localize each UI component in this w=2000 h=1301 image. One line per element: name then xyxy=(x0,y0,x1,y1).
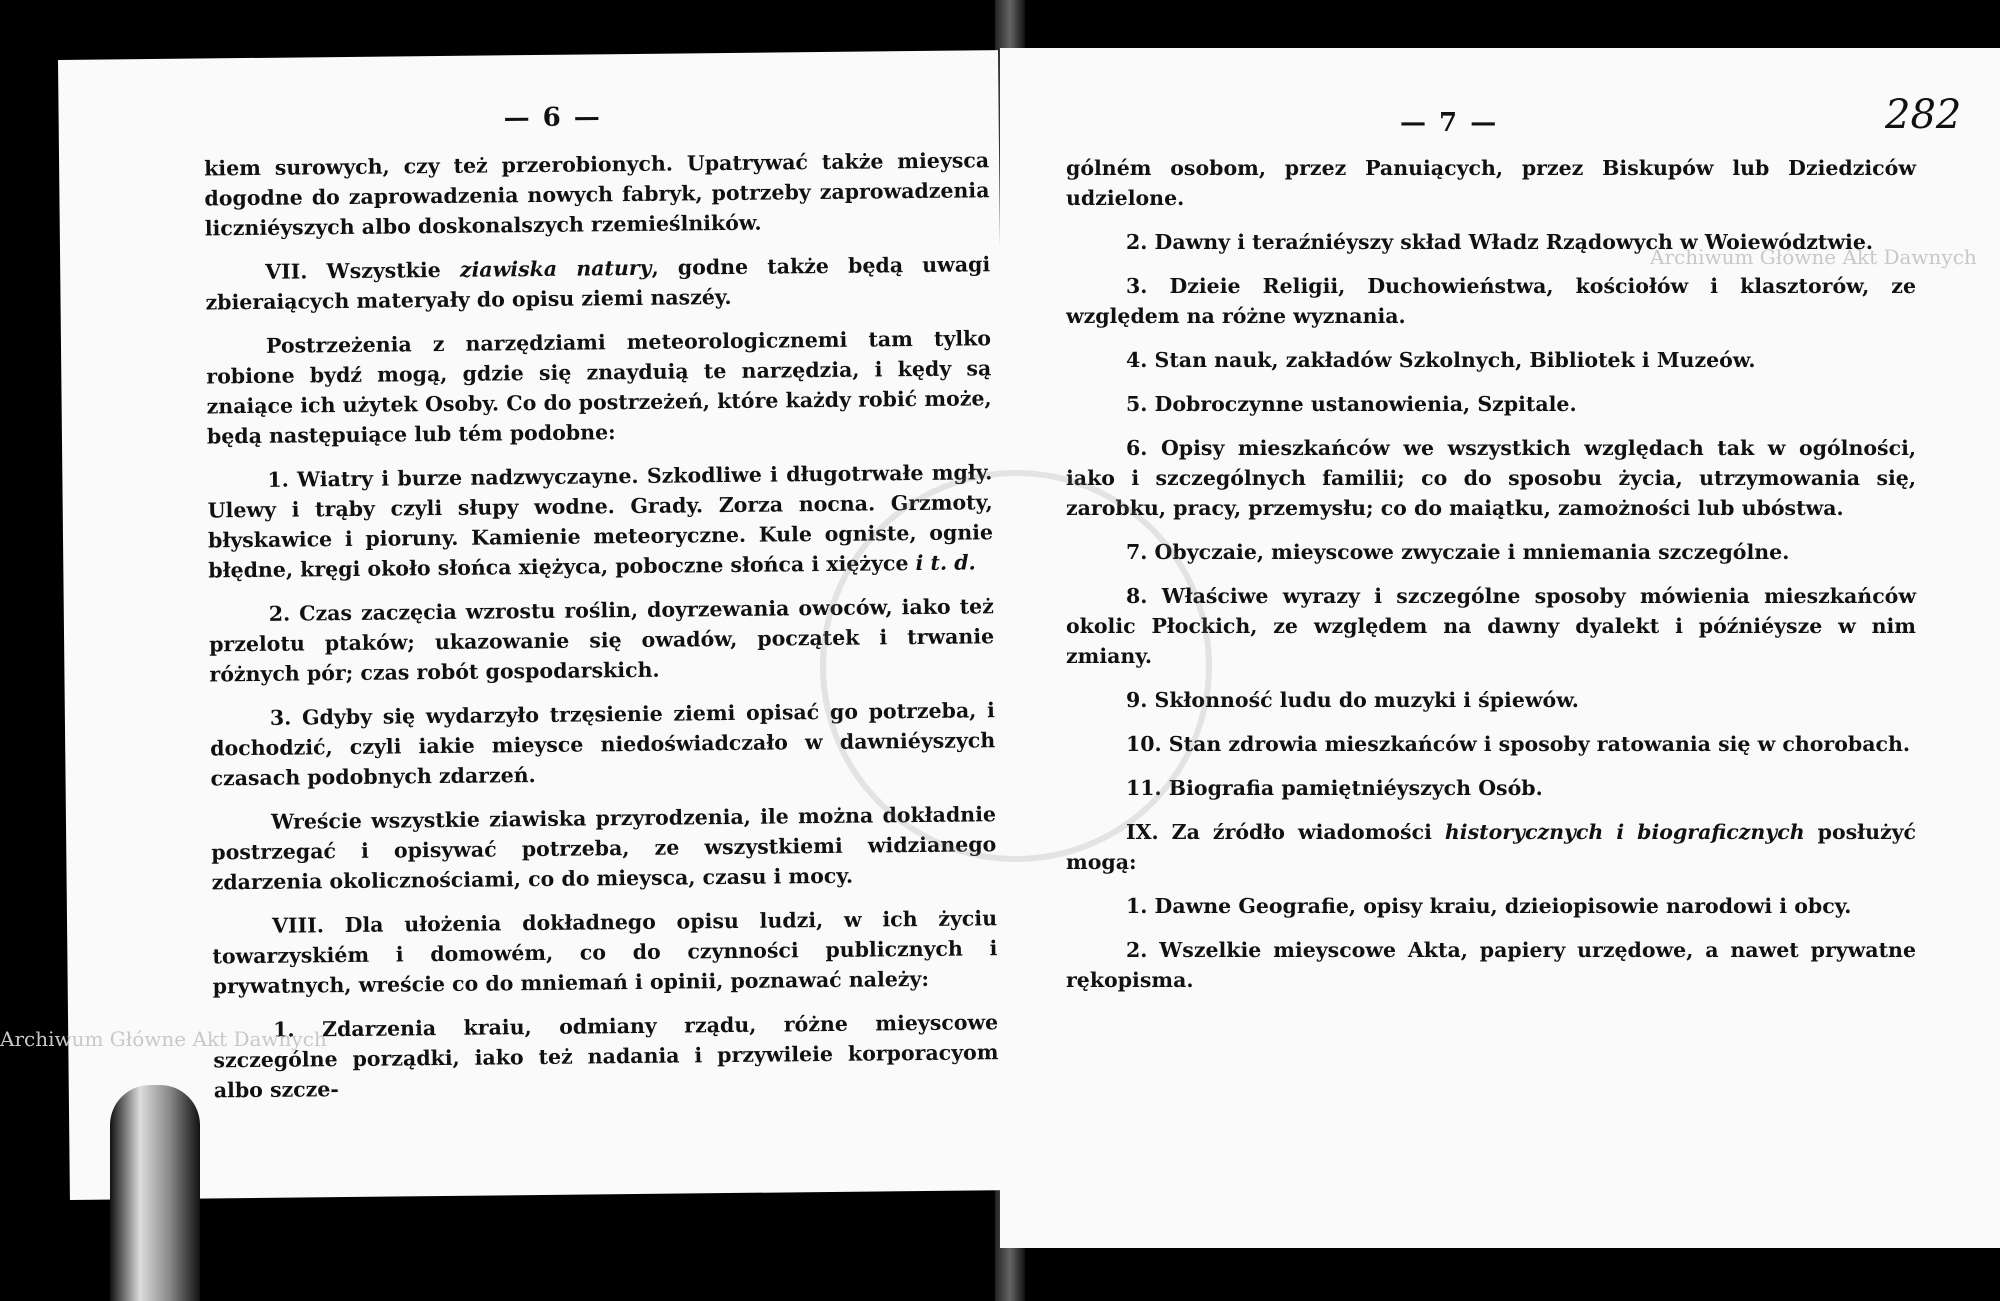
paragraph-text: , godne także będą uwagi zbieraiących materyały do opisu ziemi naszéy. xyxy=(205,252,991,315)
paragraph-text: 3. Dzieie Religii, Duchowieństwa, kościołów i klasztorów, ze względem na różne wyznania. xyxy=(1066,274,1916,328)
paragraph xyxy=(213,1007,999,1105)
paragraph-text: 3. Gdyby się wydarzyło trzęsienie ziemi opisać go potrzeba, i dochodzić, czyli iakie mieysce niedoświadczało w dawniéyszych czasach podobnych zdarzeń. xyxy=(210,698,996,791)
paragraph-prefix: VII. Wszystkie xyxy=(265,257,461,284)
right-text-column xyxy=(1066,153,1916,1009)
paragraph xyxy=(1066,817,1916,877)
paragraph xyxy=(1066,935,1916,995)
paragraph-text: 7. Obyczaie, mieyscowe zwyczaie i mniemania szczególne. xyxy=(1126,540,1790,564)
paragraph-text: 9. Skłonność ludu do muzyki i śpiewów. xyxy=(1126,688,1579,712)
paragraph-emphasis: i t. d. xyxy=(915,550,976,576)
paragraph-text: 1. Dawne Geografie, opisy kraiu, dzieiopisowie narodowi i obcy. xyxy=(1126,894,1852,918)
thumb-holding-page xyxy=(110,1085,200,1301)
paragraph-text: 1. Wiatry i burze nadzwyczayne. Szkodliwe i długotrwałe mgły. Ulewy i trąby czyli słupy wodne. Grady. Zorza nocna. Grzmoty, błyskawice i pioruny. Kamienie meteoryczne. Kule ogniste, ognie błędne, kręgi około słońca xiężyca, poboczne słońca i xiężyce xyxy=(207,460,994,583)
paragraph xyxy=(212,903,998,1001)
paragraph-text: 6. Opisy mieszkańców we wszystkich względach tak w ogólności, iako i szczególnych familii; co do sposobu życia, utrzymowania się, zarobku, pracy, przemysłu; co do maiątku, zamożności lub ubóstwa. xyxy=(1066,436,1916,520)
paragraph-text: 8. Właściwe wyrazy i szczególne sposoby mówienia mieszkańców okolic Płockich, ze względem na dawny dyalekt i późniéysze w nim zmiany. xyxy=(1066,584,1916,668)
page-number-right: — 7 — xyxy=(1400,108,1499,138)
paragraph-text: gólném osobom, przez Panuiących, przez Biskupów lub Dziedziców udzielone. xyxy=(1066,156,1916,210)
paragraph xyxy=(206,323,992,451)
paragraph xyxy=(1066,389,1916,419)
paragraph-text: 2. Czas zaczęcia wzrostu roślin, doyrzewania owoców, iako też przelotu ptaków; ukazowanie się owadów, początek i trwanie różnych pór; czas robót gospodarskich. xyxy=(209,594,995,687)
paragraph-emphasis: ziawiska natury xyxy=(459,255,652,282)
paragraph xyxy=(1066,271,1916,331)
paragraph-text: 11. Biografia pamiętniéyszych Osób. xyxy=(1126,776,1543,800)
paragraph-emphasis: historycznych i biograficznych xyxy=(1444,820,1805,844)
archive-seal-stamp xyxy=(820,470,1212,862)
paragraph xyxy=(1066,433,1916,523)
paragraph-text: Postrzeżenia z narzędziami meteorologicznemi tam tylko robione bydź mogą, gdzie się znayduią te narzędzia, i kędy są znaiące ich użytek Osoby. Co do postrzeżeń, które każdy robić może, będą następuiące lub tém podobne: xyxy=(206,326,992,449)
archive-folio-number: 282 xyxy=(1885,92,1962,138)
paragraph-text: 1. Zdarzenia kraiu, odmiany rządu, różne mieyscowe szczególne porządki, iako też nadania i przywileie korporacyom albo szcze- xyxy=(213,1010,999,1103)
paragraph-text: Wreście wszystkie ziawiska przyrodzenia, ile można dokładnie postrzegać i opisywać potrzeba, ze wszystkiemi widzianego zdarzenia okolicznościami, co do mieysca, czasu i mocy. xyxy=(211,802,997,895)
paragraph xyxy=(204,145,990,243)
paragraph xyxy=(1066,773,1916,803)
page-number-left: — 6 — xyxy=(503,102,602,134)
paragraph xyxy=(1066,891,1916,921)
watermark-right: Archiwum Główne Akt Dawnych xyxy=(1650,245,1977,269)
paragraph xyxy=(205,249,991,317)
paragraph-text: VIII. Dla ułożenia dokładnego opisu ludzi, w ich życiu towarzyskiém i domowém, co do czynności publicznych i prywatnych, wreście co do mniemań i opinii, poznawać należy: xyxy=(212,906,998,999)
paragraph xyxy=(1066,345,1916,375)
paragraph-text: 10. Stan zdrowia mieszkańców i sposoby ratowania się w chorobach. xyxy=(1126,732,1911,756)
paragraph-text: 2. Wszelkie mieyscowe Akta, papiery urzędowe, a nawet prywatne rękopisma. xyxy=(1066,938,1916,992)
paragraph-text: posłużyć mogą: xyxy=(1066,820,1917,874)
paragraph xyxy=(211,799,997,897)
paragraph xyxy=(1066,153,1916,213)
watermark-left: Archiwum Główne Akt Dawnych xyxy=(0,1027,327,1051)
paragraph-prefix: IX. Za źródło wiadomości xyxy=(1126,820,1445,844)
paragraph-text: 4. Stan nauk, zakładów Szkolnych, Bibliotek i Muzeów. xyxy=(1126,348,1756,372)
paragraph-text: 2. Dawny i teraźniéyszy skład Władz Rządowych w Woiewództwie. xyxy=(1126,230,1873,254)
paragraph xyxy=(1066,537,1916,567)
paragraph-text: 5. Dobroczynne ustanowienia, Szpitale. xyxy=(1126,392,1577,416)
paragraph-text: kiem surowych, czy też przerobionych. Upatrywać także mieysca dogodne do zaprowadzenia nowych fabryk, potrzeby zaprowadzenia liczniéyszych albo doskonalszych rzemieślników. xyxy=(204,148,990,241)
